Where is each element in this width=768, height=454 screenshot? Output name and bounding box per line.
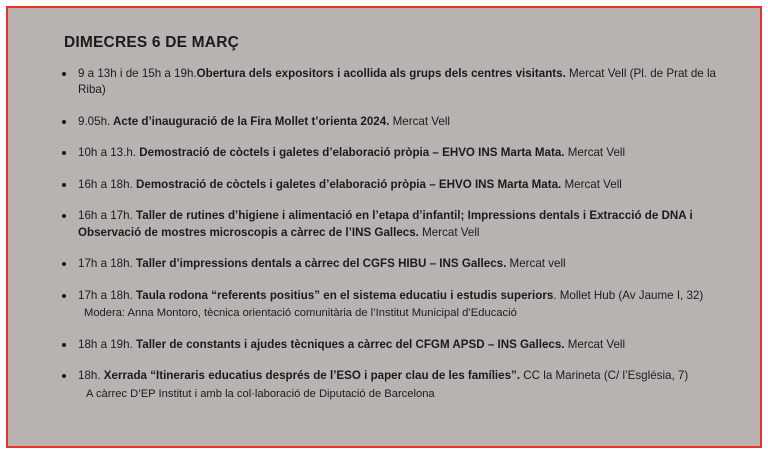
entry-time: 17h a 18h. (78, 288, 133, 302)
entry-note: Modera: Anna Montoro, tècnica orientació comunitària de l’Institut Municipal d’Educació (84, 307, 517, 320)
entry-title: Taller de constants i ajudes tècniques a càrrec del CFGM APSD – INS Gallecs. (132, 337, 565, 351)
entry-time: 9.05h. (78, 114, 111, 128)
entry-title: Xerrada “Itineraris educatius després de l’ESO i paper clau de les famílies”. (100, 369, 521, 383)
entry-time: 18h. (78, 369, 101, 383)
entry-venue: CC la Marineta (C/ l’Església, 7) (520, 369, 689, 383)
list-item (56, 208, 726, 241)
entry-time: 17h a 18h. (78, 257, 133, 271)
list-item (56, 66, 726, 99)
poster-content (8, 8, 760, 427)
entry-venue: Mercat Vell (418, 225, 480, 239)
entry-venue: Mercat Vell (564, 337, 626, 351)
entry-time: 16h a 17h. (78, 209, 133, 223)
poster-page (6, 6, 762, 448)
entry-time: 9 a 13h i de 15h a 19h. (78, 67, 197, 80)
entry-venue: Mercat Vell (Pl. de Prat de la Riba) (78, 67, 716, 97)
entry-venue: Mercat vell (506, 257, 566, 271)
entry-title: Obertura dels expositors i acollida als grups dels centres visitants. (196, 67, 566, 80)
entry-title: Demostració de còctels i galetes d’elaboració pròpia – EHVO INS Marta Mata. (132, 177, 562, 191)
entry-time: 10h a 13.h. (78, 146, 137, 160)
entry-title: Taller d’impressions dentals a càrrec del CGFS HIBU – INS Gallecs. (132, 257, 507, 271)
entry-venue: . Mollet Hub (Av Jaume I, 32) (553, 288, 704, 302)
entry-time: 18h a 19h. (78, 337, 133, 351)
list-item (56, 368, 726, 402)
entry-venue: Mercat Vell (389, 114, 450, 128)
list-item (56, 256, 726, 272)
list-item (56, 177, 726, 193)
page-title: DIMECRES 6 DE MARÇ (64, 34, 239, 51)
entry-time: 16h a 18h. (78, 177, 133, 191)
entry-title: Acte d’inauguració de la Fira Mollet t’orienta 2024. (110, 114, 390, 128)
list-item (56, 145, 726, 161)
agenda-list (56, 66, 726, 402)
list-item (56, 337, 726, 353)
entry-title: Taller de rutines d’higiene i alimentació en l’etapa d’infantil; Impressions dentals i Extracció de DNA i Observació de mostres microscopis a càrrec de l’INS Gallecs. (78, 209, 693, 239)
entry-note: A càrrec D’EP Institut i amb la col·laboració de Diputació de Barcelona (86, 387, 435, 400)
entry-title: Taula rodona “referents positius” en el sistema educatiu i estudis superiors (132, 288, 554, 302)
entry-venue: Mercat Vell (564, 146, 626, 160)
list-item (56, 114, 726, 130)
entry-venue: Mercat Vell (561, 177, 622, 191)
list-item (56, 288, 726, 322)
entry-title: Demostració de còctels i galetes d’elaboració pròpia – EHVO INS Marta Mata. (136, 146, 565, 160)
